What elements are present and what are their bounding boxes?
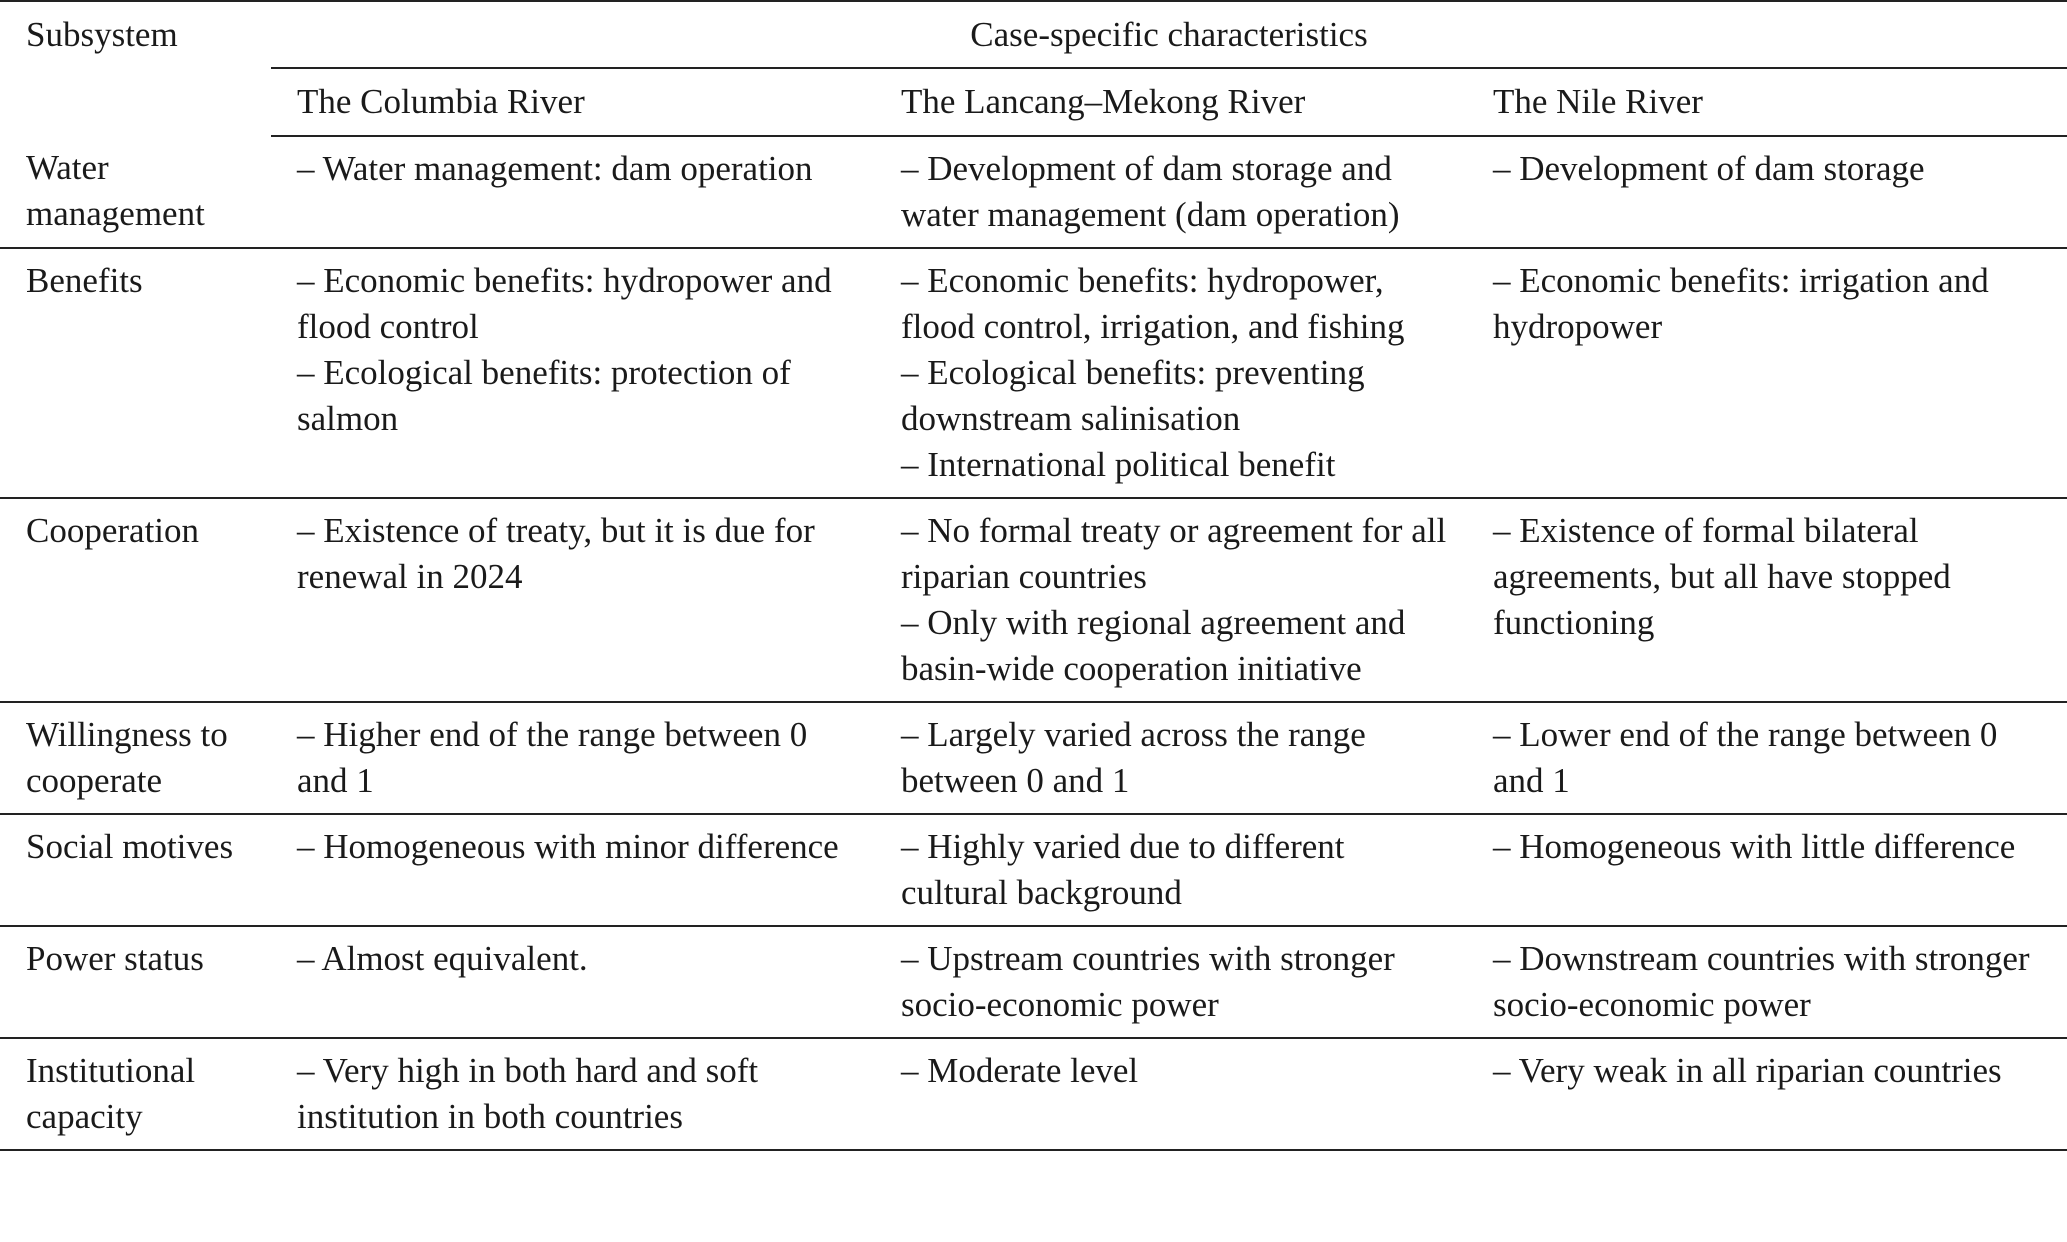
lancang-mekong-cell: – Highly varied due to different cultural background xyxy=(875,814,1467,926)
table-row xyxy=(0,1038,2067,1150)
table-row xyxy=(0,814,2067,926)
case-columns-header-row xyxy=(0,68,2067,136)
nile-cell: – Development of dam storage xyxy=(1467,136,2067,248)
subsystem-label: Water management xyxy=(26,148,205,233)
table-row xyxy=(0,136,2067,248)
lancang-mekong-cell: – Upstream countries with stronger socio-economic power xyxy=(875,926,1467,1038)
lancang-mekong-cell: – Largely varied across the range between 0 and 1 xyxy=(875,702,1467,814)
lancang-mekong-cell: – Moderate level xyxy=(875,1038,1467,1150)
subsystem-label: Institutional capacity xyxy=(26,1051,196,1136)
lancang-mekong-column-header: The Lancang–Mekong River xyxy=(875,68,1467,136)
subsystem-column-header: Subsystem xyxy=(0,1,271,136)
subsystem-cell: Cooperation xyxy=(0,498,271,702)
columbia-cell: – Economic benefits: hydropower and flood control – Ecological benefits: protection of salmon xyxy=(271,248,875,498)
columbia-cell: – Higher end of the range between 0 and 1 xyxy=(271,702,875,814)
case-specific-group-header: Case-specific characteristics xyxy=(271,1,2067,68)
lancang-mekong-cell: – Development of dam storage and water management (dam operation) xyxy=(875,136,1467,248)
nile-cell: – Existence of formal bilateral agreements, but all have stopped functioning xyxy=(1467,498,2067,702)
subsystem-cell xyxy=(0,136,271,248)
subsystem-cell xyxy=(0,702,271,814)
nile-cell: – Homogeneous with little difference xyxy=(1467,814,2067,926)
columbia-cell: – Existence of treaty, but it is due for renewal in 2024 xyxy=(271,498,875,702)
columbia-cell: – Very high in both hard and soft institution in both countries xyxy=(271,1038,875,1150)
table-row xyxy=(0,498,2067,702)
nile-cell: – Downstream countries with stronger socio-economic power xyxy=(1467,926,2067,1038)
subsystem-cell xyxy=(0,1038,271,1150)
lancang-mekong-cell: – No formal treaty or agreement for all riparian countries – Only with regional agreement and basin-wide cooperation initiative xyxy=(875,498,1467,702)
subsystem-label: Willingness to cooperate xyxy=(26,715,228,800)
subsystem-cell: Benefits xyxy=(0,248,271,498)
nile-cell: – Very weak in all riparian countries xyxy=(1467,1038,2067,1150)
lancang-mekong-cell: – Economic benefits: hydropower, flood control, irrigation, and fishing – Ecological benefits: preventing downstream salinisation – International political benefit xyxy=(875,248,1467,498)
table-row xyxy=(0,702,2067,814)
subsystem-cell: Social motives xyxy=(0,814,271,926)
nile-cell: – Economic benefits: irrigation and hydropower xyxy=(1467,248,2067,498)
columbia-column-header: The Columbia River xyxy=(271,68,875,136)
subsystem-cell: Power status xyxy=(0,926,271,1038)
table-row xyxy=(0,248,2067,498)
nile-cell: – Lower end of the range between 0 and 1 xyxy=(1467,702,2067,814)
nile-column-header: The Nile River xyxy=(1467,68,2067,136)
header-row xyxy=(0,1,2067,68)
table-row xyxy=(0,926,2067,1038)
columbia-cell: – Almost equivalent. xyxy=(271,926,875,1038)
columbia-cell: – Water management: dam operation xyxy=(271,136,875,248)
columbia-cell: – Homogeneous with minor difference xyxy=(271,814,875,926)
